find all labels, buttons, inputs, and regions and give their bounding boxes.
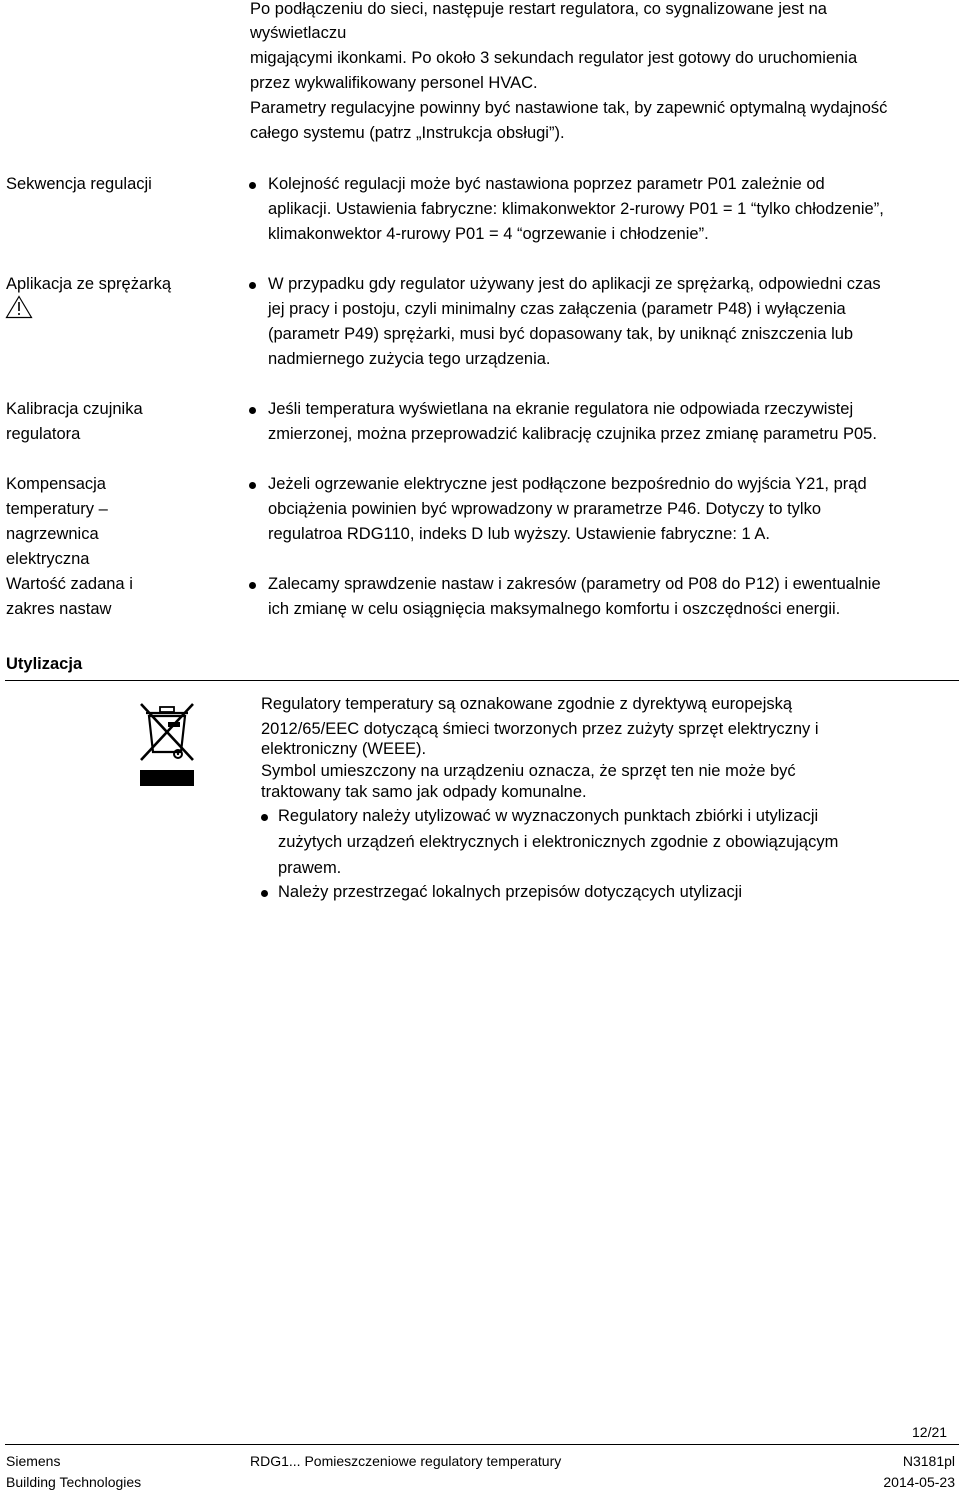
disposal-text: traktowany tak samo jak odpady komunalne.: [261, 783, 587, 801]
section-label: regulatora: [6, 425, 81, 443]
section-text: jej pracy i postoju, czyli minimalny czas załączenia (parametr P48) i wyłączenia: [268, 300, 846, 318]
section-text: W przypadku gdy regulator używany jest do aplikacji ze sprężarką, odpowiedni czas: [268, 275, 881, 293]
section-label: Kalibracja czujnika: [6, 400, 143, 418]
intro-line: całego systemu (patrz „Instrukcja obsługi”).: [250, 124, 565, 142]
section-text: Jeśli temperatura wyświetlana na ekranie regulatora nie odpowiada rzeczywistej: [268, 400, 854, 418]
bullet-dot: [249, 582, 256, 589]
footer-doc-title: RDG1... Pomieszczeniowe regulatory temperatury: [250, 1453, 562, 1469]
section-text: obciążenia powinien być wprowadzony w prarametrze P46. Dotyczy to tylko: [268, 500, 822, 518]
divider-line: [5, 680, 959, 681]
footer-date: 2014-05-23: [883, 1474, 955, 1490]
footer-doc-number: N3181pl: [902, 1453, 955, 1469]
disposal-text: 2012/65/EEC dotyczącą śmieci tworzonych przez zużyty sprzęt elektryczny i: [261, 720, 819, 738]
disposal-bullet-text: Regulatory należy utylizować w wyznaczonych punktach zbiórki i utylizacji: [278, 807, 819, 825]
footer-division: Building Technologies: [6, 1474, 142, 1490]
section-label: nagrzewnica: [6, 525, 99, 543]
disposal-text: elektroniczny (WEEE).: [261, 740, 427, 758]
section-text: Zalecamy sprawdzenie nastaw i zakresów (parametry od P08 do P12) i ewentualnie: [268, 575, 881, 593]
intro-line: Parametry regulacyjne powinny być nastawione tak, by zapewnić optymalną wydajność: [250, 99, 888, 117]
section-text: klimakonwektor 4-rurowy P01 = 4 “ogrzewanie i chłodzenie”.: [268, 225, 709, 243]
section-text: ich zmianę w celu osiągnięcia maksymalnego komfortu i oszczędności energii.: [268, 600, 841, 618]
section-text: Jeżeli ogrzewanie elektryczne jest podłączone bezpośrednio do wyjścia Y21, prąd: [268, 475, 867, 493]
weee-crossed-bin-icon: [136, 698, 200, 790]
warning-triangle-icon: [5, 295, 33, 319]
intro-line: przez wykwalifikowany personel HVAC.: [250, 74, 538, 92]
intro-line: Po podłączeniu do sieci, następuje restart regulatora, co sygnalizowane jest na: [250, 0, 827, 18]
section-label: temperatury –: [6, 500, 108, 518]
intro-line: wyświetlaczu: [250, 24, 347, 42]
disposal-bullet-text: Należy przestrzegać lokalnych przepisów dotyczących utylizacji: [278, 883, 743, 901]
disposal-bullet-text: zużytych urządzeń elektrycznych i elektronicznych zgodnie z obowiązującym: [278, 833, 839, 851]
section-text: zmierzonej, można przeprowadzić kalibrację czujnika przez zmianę parametru P05.: [268, 425, 877, 443]
section-label: Kompensacja: [6, 475, 106, 493]
disposal-bullet-text: prawem.: [278, 859, 342, 877]
disposal-text: Regulatory temperatury są oznakowane zgodnie z dyrektywą europejską: [261, 695, 793, 713]
section-label: elektryczna: [6, 550, 90, 568]
intro-line: migającymi ikonkami. Po około 3 sekundach regulator jest gotowy do uruchomienia: [250, 49, 858, 67]
bullet-dot: [261, 890, 268, 897]
section-label: Aplikacja ze sprężarką: [6, 275, 172, 293]
section-text: aplikacji. Ustawienia fabryczne: klimakonwektor 2-rurowy P01 = 1 “tylko chłodzenie”,: [268, 200, 884, 218]
section-label: Wartość zadana i: [6, 575, 133, 593]
section-text: (parametr P49) sprężarki, musi być dopasowany tak, by uniknąć zniszczenia lub: [268, 325, 854, 343]
bullet-dot: [249, 482, 256, 489]
bullet-dot: [261, 814, 268, 821]
disposal-text: Symbol umieszczony na urządzeniu oznacza, że sprzęt ten nie może być: [261, 762, 796, 780]
bullet-dot: [249, 282, 256, 289]
section-label: zakres nastaw: [6, 600, 112, 618]
footer-company: Siemens: [6, 1453, 61, 1469]
bullet-dot: [249, 407, 256, 414]
section-text: regulatroa RDG110, indeks D lub wyższy. Ustawienie fabryczne: 1 A.: [268, 525, 770, 543]
footer-divider: [5, 1444, 959, 1445]
section-text: nadmiernego zużycia tego urządzenia.: [268, 350, 551, 368]
bullet-dot: [249, 182, 256, 189]
section-label: Sekwencja regulacji: [6, 175, 152, 193]
disposal-heading: Utylizacja: [6, 655, 83, 673]
page-number: 12/21: [912, 1424, 948, 1440]
section-text: Kolejność regulacji może być nastawiona poprzez parametr P01 zależnie od: [268, 175, 825, 193]
